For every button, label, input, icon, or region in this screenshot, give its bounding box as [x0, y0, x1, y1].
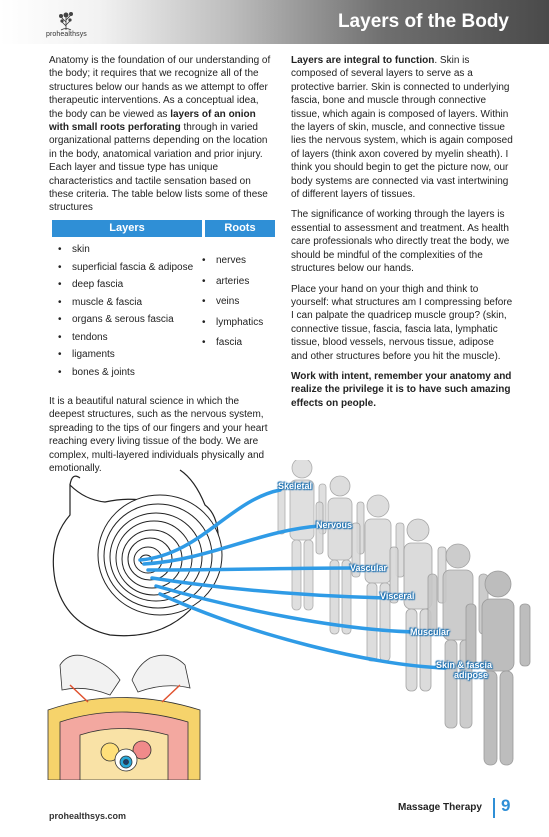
- list-item: • muscle & fascia: [58, 296, 193, 314]
- left-column-intro: [49, 54, 275, 222]
- paragraph-significance: The significance of working through the layers is essential to assessment and treatment. As health care professionals who directly treat the body, we should be mindful of the complexities of the structures below our hands.: [291, 209, 510, 275]
- label-skeletal: Skeletal: [278, 481, 313, 491]
- roots-list: [202, 254, 263, 357]
- page-number: 9: [501, 796, 511, 815]
- paragraph-thigh: Place your hand on your thigh and think to yourself: what structures am I compressing before I can palpate the quadricep muscle group? (skin, connective tissue, fascia, fascia lata, lymphatic tissue, blood vessels, nervous tissue, adipose and other structures before you hit the muscle).: [291, 283, 513, 362]
- paragraph-function: [291, 54, 513, 201]
- intro-text-2: through in varied organizational patterns depending on the location in the body, anatomical variation and prior injury. Each layer and tissue type has unique characteristics and tactile sensation based on these criteria. The table below lists some of these structures: [49, 122, 268, 214]
- label-adipose: adipose: [454, 670, 489, 680]
- page-header: [0, 0, 549, 44]
- abdominal-cross-section: [45, 650, 200, 780]
- list-item: • arteries: [202, 275, 263, 296]
- right-column: [291, 54, 513, 417]
- label-nervous: Nervous: [316, 520, 353, 530]
- list-item: • tendons: [58, 331, 193, 349]
- paragraph-intent: [291, 370, 513, 410]
- list-item: • deep fascia: [58, 278, 193, 296]
- logo-text: prohealthsys: [46, 31, 87, 38]
- footer-magazine: Massage Therapy: [398, 802, 482, 813]
- list-item: • nerves: [202, 254, 263, 275]
- list-item: • ligaments: [58, 348, 193, 366]
- label-visceral: Visceral: [380, 591, 415, 601]
- onion-and-body-figures: [40, 460, 549, 780]
- table-header-layers: Layers: [52, 220, 202, 237]
- intro-emphasis: layers of an onion with small roots perforating: [49, 108, 256, 134]
- label-vascular: Vascular: [350, 563, 388, 573]
- label-skin-fascia: Skin & fascia: [436, 660, 493, 670]
- intro-text-1: Anatomy is the foundation of our understanding of the body; it requires that we recognize all of the structures below our hands as we attempt to offer therapeutic interventions. As a conceptual idea, the body can be viewed as: [49, 55, 271, 120]
- list-item: • organs & serous fascia: [58, 313, 193, 331]
- intent-emphasis: Work with intent, remember your anatomy and realize the privilege it is to have such amazing effects on people.: [291, 370, 512, 409]
- list-item: • fascia: [202, 336, 263, 357]
- closing-paragraph: It is a beautiful natural science in which the deepest structures, such as the nervous system, spreading to the tips of our fingers and your heart reaching every living tissue of the body. We are complex, multi-layered individuals physically and emotionally.: [49, 396, 268, 475]
- function-emphasis: Layers are integral to function: [291, 55, 435, 66]
- table-header-roots: Roots: [205, 220, 275, 237]
- list-item: • bones & joints: [58, 366, 193, 384]
- list-item: • skin: [58, 243, 193, 261]
- layers-roots-table: [52, 220, 275, 382]
- footer-divider: [493, 798, 495, 818]
- label-muscular: Muscular: [410, 627, 450, 637]
- list-item: • lymphatics: [202, 316, 263, 337]
- list-item: • veins: [202, 295, 263, 316]
- layers-illustration: [40, 460, 549, 780]
- list-item: • superficial fascia & adipose: [58, 261, 193, 279]
- footer-url: prohealthsys.com: [49, 811, 127, 821]
- function-text: . Skin is composed of several layers to serve as a protective barrier. Skin is connected to underlying fascia, bone and muscle through connective tissue, which again is composed of layers. Within the layers of skin, muscle, and connective tissue lies the nervous system, which is again composed of layers (think axon covered by myelin sheath). I think you should begin to get the picture now, our body systems are connected via vast intertwining of different layers of tissues.: [291, 55, 513, 201]
- page-title: Layers of the Body: [337, 11, 509, 32]
- human-figures: [278, 460, 530, 765]
- intro-paragraph: [49, 54, 275, 215]
- layers-list: [58, 243, 193, 383]
